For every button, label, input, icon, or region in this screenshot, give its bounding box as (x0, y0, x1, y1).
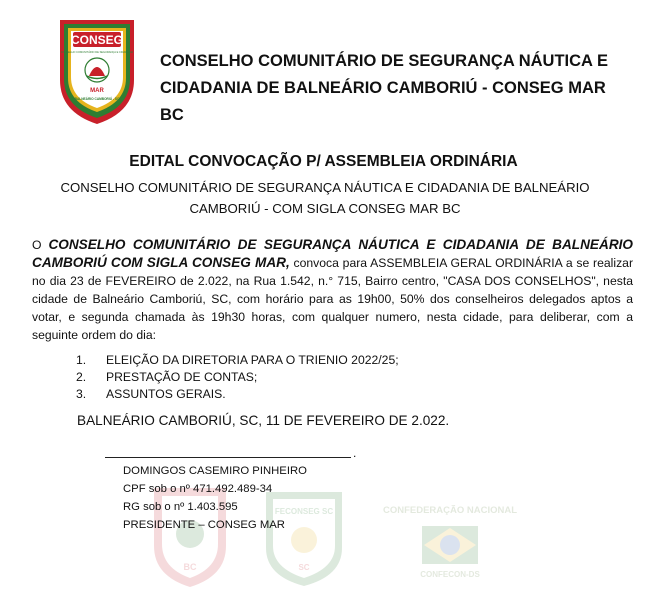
logo-city-text: BALNEÁRIO CAMBORIÚ - SC (74, 97, 120, 101)
signature-line (105, 457, 351, 458)
agenda-list (76, 352, 399, 403)
agenda-text: ASSUNTOS GERAIS. (106, 387, 226, 401)
edital-subtitle-line-2: CAMBORIÚ - COM SIGLA CONSEG MAR BC (189, 201, 461, 216)
body-text: convoca para ASSEMBLEIA GERAL ORDINÁRIA a se realizar no dia 23 de FEVEREIRO de 2.022, na Rua 1.542, n.° 715, Bairro centro, "CASA DOS CONSELHOS", nesta cidade de Balneário Camboriú, SC, com horário para as 19h00, 50% dos conselheiros delegados aptos a votar, e segunda chamada às 19h30 horas, com qualquer numero, nesta cidade, para deliberar, com a seguinte ordem do dia: (32, 256, 634, 342)
agenda-text: ELEIÇÃO DA DIRETORIA PARA O TRIENIO 2022/25; (106, 353, 399, 367)
watermark-seal2-sub: SC (298, 563, 310, 572)
agenda-number: 1. (76, 353, 87, 367)
watermark-seal-confederacao (380, 505, 520, 590)
agenda-text: PRESTAÇÃO DE CONTAS; (106, 370, 258, 384)
watermark-seal2-title: FECONSEG SC (274, 507, 334, 516)
signature-block (123, 462, 307, 534)
watermark-seal3-sub: CONFECON-DS (420, 570, 480, 579)
signature-dot: . (353, 446, 357, 460)
logo-ring-text: CONSELHO COMUNITÁRIO DE SEGURANÇA E CIDADANIA (60, 51, 134, 54)
agenda-item (76, 386, 399, 403)
logo-acronym: CONSEG (70, 33, 124, 47)
conseg-logo (56, 14, 138, 126)
edital-subtitle (40, 177, 610, 219)
brazil-globe-icon (420, 520, 480, 570)
header-line-1: CONSELHO COMUNITÁRIO DE SEGURANÇA NÁUTICA E (160, 52, 608, 70)
convocation-paragraph (32, 236, 633, 344)
agenda-item (76, 369, 399, 386)
logo-lower-text: MAR (90, 88, 104, 94)
agenda-number: 3. (76, 387, 87, 401)
signer-rg: RG sob o nº 1.403.595 (123, 501, 238, 513)
watermark-seal1-text: BC (183, 562, 197, 572)
header-line-2: CIDADANIA DE BALNEÁRIO CAMBORIÚ - CONSEG MAR BC (160, 79, 606, 124)
signer-name: DOMINGOS CASEMIRO PINHEIRO (123, 465, 307, 477)
date-line: BALNEÁRIO CAMBORIÚ, SC, 11 DE FEVEREIRO DE 2.022. (77, 413, 450, 428)
agenda-item (76, 352, 399, 369)
body-entity-name: CONSELHO COMUNITÁRIO DE SEGURANÇA NÁUTICA E CIDADANIA DE BALNEÁRIO CAMBORIÚ COM SIGLA CONSEG MAR, (32, 237, 633, 270)
signer-role: PRESIDENTE – CONSEG MAR (123, 519, 285, 531)
watermark-seal3-title: CONFEDERAÇÃO NACIONAL (382, 505, 518, 516)
edital-subtitle-line-1: CONSELHO COMUNITÁRIO DE SEGURANÇA NÁUTICA E CIDADANIA DE BALNEÁRIO (60, 180, 590, 195)
organization-header (160, 48, 630, 129)
body-prefix: O (32, 238, 49, 252)
edital-title: EDITAL CONVOCAÇÃO P/ ASSEMBLEIA ORDINÁRIA (129, 153, 518, 170)
signer-cpf: CPF sob o nº 471.492.489-34 (123, 483, 273, 495)
agenda-number: 2. (76, 370, 87, 384)
